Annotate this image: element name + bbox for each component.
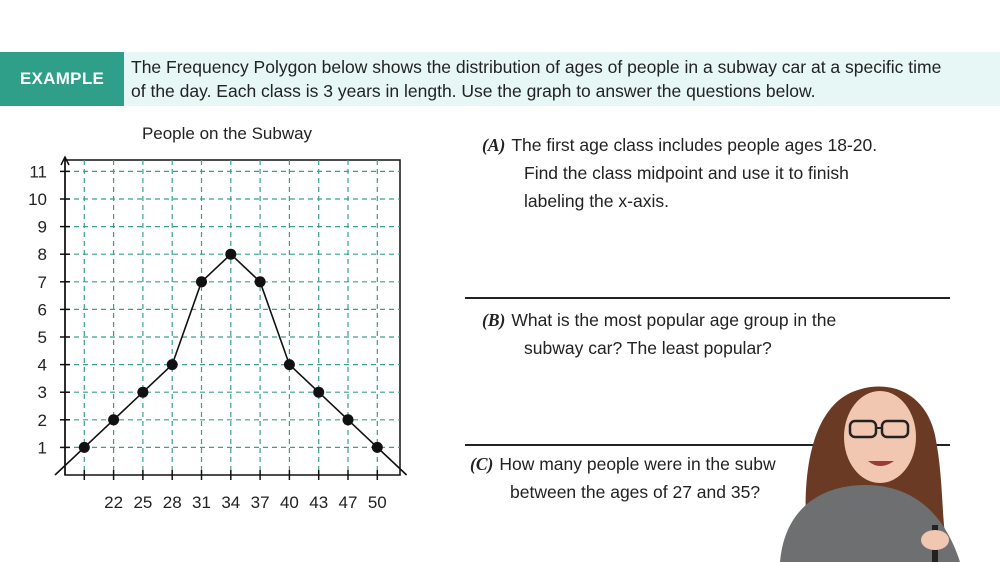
data-point: [196, 276, 207, 287]
x-tick-label: 40: [279, 493, 299, 512]
x-tick-label: 47: [338, 493, 358, 512]
question-c-line-2: between the ages of 27 and 35?: [510, 482, 761, 502]
x-tick-label: 37: [250, 493, 270, 512]
y-tick-label: 9: [37, 217, 47, 237]
data-point: [137, 387, 148, 398]
question-a: [482, 131, 877, 215]
problem-statement-line-1: The Frequency Polygon below shows the distribution of ages of people in a subway car at a specific time: [131, 57, 942, 77]
y-tick-label: 10: [28, 190, 47, 209]
x-tick-label: 31: [192, 493, 211, 512]
y-tick-label: 6: [37, 300, 47, 320]
data-point: [167, 359, 178, 370]
x-tick-label: 22: [104, 493, 124, 512]
example-badge: EXAMPLE: [0, 52, 124, 106]
question-b-line-2: subway car? The least popular?: [524, 338, 772, 358]
data-point: [284, 359, 295, 370]
x-tick-label: 28: [162, 493, 182, 512]
data-point: [108, 414, 119, 425]
question-a-line-3: labeling the x-axis.: [524, 191, 669, 211]
y-tick-label: 3: [37, 383, 47, 403]
data-point: [372, 442, 383, 453]
data-point: [343, 414, 354, 425]
question-c-label: (C): [470, 454, 494, 474]
x-tick-label: 43: [309, 493, 329, 512]
question-a-line-1: The first age class includes people ages 18-20.: [511, 135, 878, 155]
y-tick-label: 11: [29, 162, 47, 182]
problem-statement: [131, 55, 981, 103]
question-c-line-1: How many people were in the subw: [499, 454, 776, 474]
x-tick-label: 34: [221, 493, 241, 512]
data-point: [79, 442, 90, 453]
question-c: [470, 450, 776, 506]
frequency-polygon-chart: [0, 115, 420, 525]
question-b-line-1: What is the most popular age group in the: [511, 310, 837, 330]
question-b: [482, 306, 836, 362]
question-a-line-2: Find the class midpoint and use it to finish: [524, 163, 849, 183]
divider-a: [465, 297, 950, 299]
question-a-label: (A): [482, 135, 506, 155]
data-point: [225, 249, 236, 260]
data-point: [313, 387, 324, 398]
problem-statement-line-2: of the day. Each class is 3 years in length. Use the graph to answer the questions below.: [131, 81, 816, 101]
plot-frame: [65, 160, 400, 475]
chart-title: People on the Subway: [141, 124, 313, 143]
x-tick-label: 25: [133, 493, 153, 512]
data-point: [255, 276, 266, 287]
y-tick-label: 1: [37, 438, 47, 458]
x-tick-label: 50: [367, 493, 387, 512]
example-banner: [0, 52, 1000, 106]
y-tick-label: 2: [37, 410, 47, 430]
y-tick-label: 5: [37, 328, 47, 347]
presenter-video: [770, 375, 1000, 562]
question-b-label: (B): [482, 310, 506, 330]
y-tick-label: 4: [37, 355, 47, 375]
y-tick-label: 8: [37, 245, 47, 265]
chart-plot: [0, 115, 420, 525]
y-tick-label: 7: [37, 272, 47, 292]
